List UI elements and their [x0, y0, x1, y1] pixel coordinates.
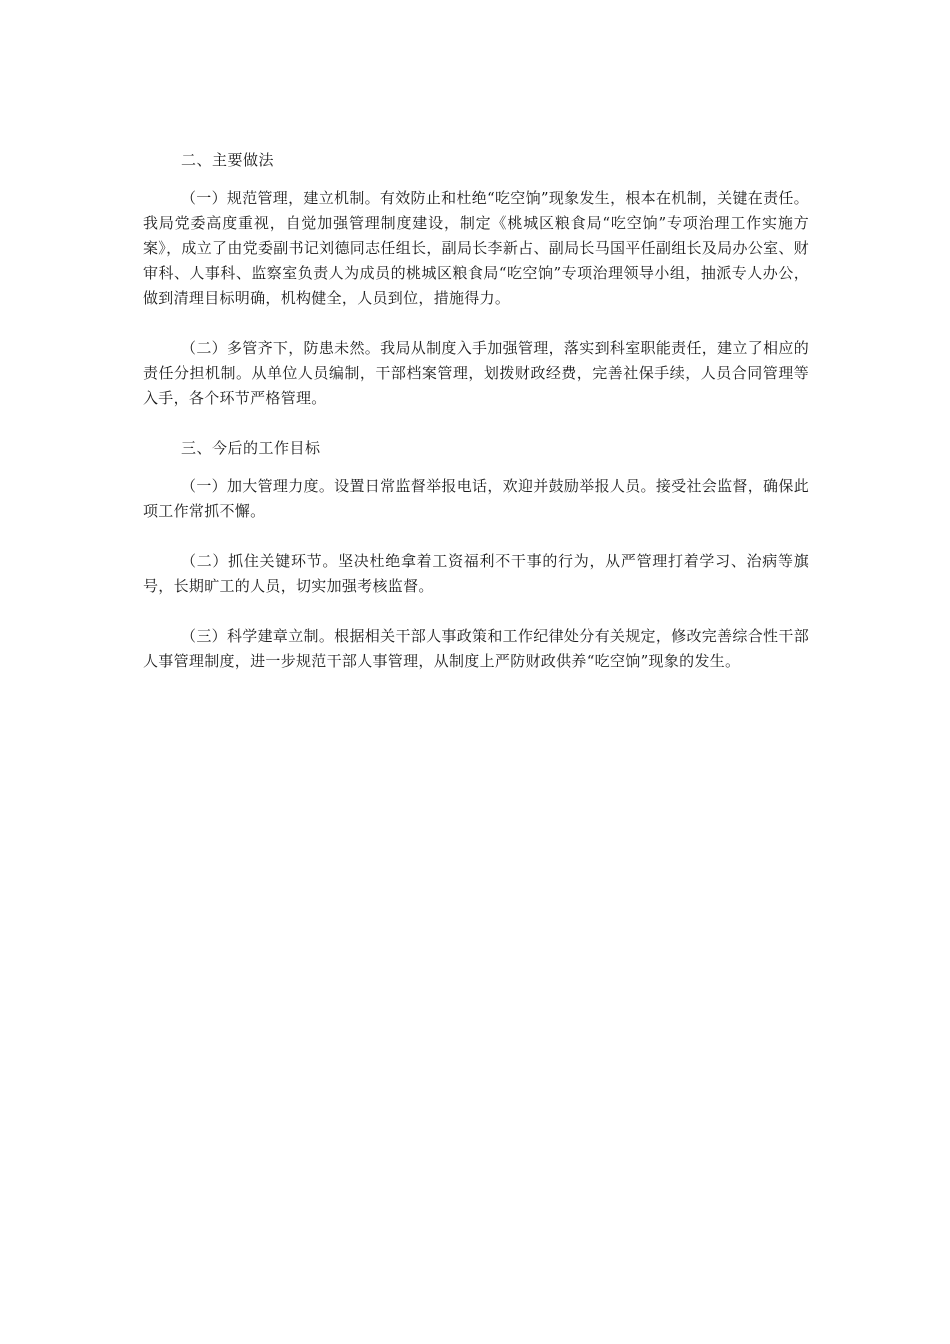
section-heading: 三、今后的工作目标 — [181, 439, 321, 457]
paragraph: （一）加大管理力度。设置日常监督举报电话，欢迎并鼓励举报人员。接受社会监督，确保此项工作常抓不懈。 — [143, 477, 809, 520]
paragraph: （一）规范管理，建立机制。有效防止和杜绝“吃空饷”现象发生，根本在机制，关键在责任。我局党委高度重视，自觉加强管理制度建设，制定《桃城区粮食局“吃空饷”专项治理工作实施方案》，成立了由党委副书记刘德同志任组长，副局长李新占、副局长马国平任副组长及局办公室、财审科、人事科、监察室负责人为成员的桃城区粮食局“吃空饷”专项治理领导小组，抽派专人办公，做到清理目标明确，机构健全，人员到位，措施得力。 — [143, 189, 809, 307]
document-body — [143, 148, 809, 699]
paragraph: （二）抓住关键环节。坚决杜绝拿着工资福利不干事的行为，从严管理打着学习、治病等旗号，长期旷工的人员，切实加强考核监督。 — [143, 552, 809, 595]
paragraph: （二）多管齐下，防患未然。我局从制度入手加强管理，落实到科室职能责任，建立了相应的责任分担机制。从单位人员编制，干部档案管理，划拨财政经费，完善社保手续，人员合同管理等入手，各个环节严格管理。 — [143, 339, 809, 407]
paragraph: （三）科学建章立制。根据相关干部人事政策和工作纪律处分有关规定，修改完善综合性干部人事管理制度，进一步规范干部人事管理，从制度上严防财政供养“吃空饷”现象的发生。 — [143, 627, 809, 670]
section-heading: 二、主要做法 — [181, 151, 275, 169]
